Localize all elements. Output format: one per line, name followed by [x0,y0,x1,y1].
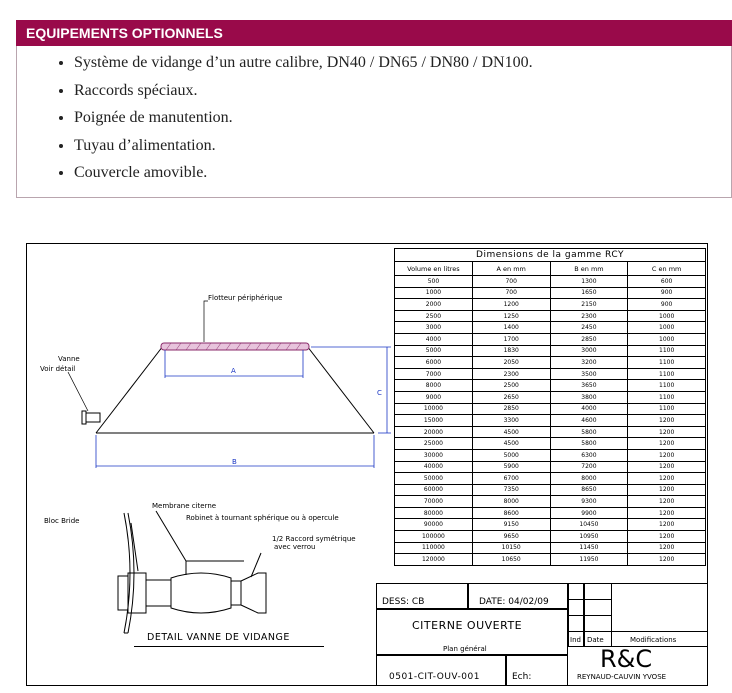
table-cell: 90000 [395,519,473,531]
table-cell: 9000 [395,391,473,403]
table-row [395,415,706,427]
label-bloc-bride: Bloc Bride [44,517,80,525]
list-item: • Système de vidange d’un autre calibre, DN40 / DN65 / DN80 / DN100. [74,51,533,79]
table-cell: 1200 [628,507,706,519]
table-row [395,473,706,485]
table-row [395,554,706,566]
table-header: B en mm [550,262,628,276]
table-cell: 3800 [550,391,628,403]
table-row [395,322,706,334]
table-cell: 1700 [472,333,550,345]
table-cell: 9900 [550,507,628,519]
table-cell: 3650 [550,380,628,392]
table-cell: 1830 [472,345,550,357]
table-cell: 4000 [550,403,628,415]
table-cell: 5800 [550,438,628,450]
table-cell: 120000 [395,554,473,566]
table-cell: 2500 [472,380,550,392]
table-cell: 1000 [628,310,706,322]
table-row [395,484,706,496]
table-cell: 3000 [550,345,628,357]
table-cell: 1250 [472,310,550,322]
table-cell: 5000 [395,345,473,357]
label-dim-a: A [231,367,236,375]
table-cell: 10150 [472,542,550,554]
table-cell: 1000 [628,322,706,334]
table-row [395,333,706,345]
table-cell: 1200 [472,299,550,311]
table-cell: 8650 [550,484,628,496]
table-cell: 1200 [628,461,706,473]
table-row [395,496,706,508]
table-cell: 7200 [550,461,628,473]
table-cell: 2300 [550,310,628,322]
table-cell: 2050 [472,357,550,369]
list-item: • Raccords spéciaux. [74,79,533,107]
table-cell: 10950 [550,531,628,543]
table-cell: 500 [395,276,473,288]
table-cell: 1100 [628,391,706,403]
tb-date: DATE: 04/02/09 [479,597,549,607]
table-cell: 5800 [550,426,628,438]
table-cell: 3300 [472,415,550,427]
label-dim-c: C [377,389,382,397]
table-cell: 4600 [550,415,628,427]
table-cell: 2650 [472,391,550,403]
table-cell: 7000 [395,368,473,380]
table-cell: 1400 [472,322,550,334]
table-cell: 50000 [395,473,473,485]
table-cell: 1200 [628,519,706,531]
table-body [395,276,706,566]
table-cell: 3200 [550,357,628,369]
table-cell: 7350 [472,484,550,496]
tb-ref: 0501-CIT-OUV-001 [389,672,480,682]
table-cell: 80000 [395,507,473,519]
tb-ech: Ech: [512,672,532,682]
table-cell: 6300 [550,449,628,461]
label-voir-detail: Voir détail [40,365,76,373]
table-cell: 40000 [395,461,473,473]
table-cell: 15000 [395,415,473,427]
table-row [395,345,706,357]
list-item: • Tuyau d’alimentation. [74,134,533,162]
table-cell: 8000 [472,496,550,508]
table-row [395,391,706,403]
table-row [395,531,706,543]
table-cell: 4500 [472,438,550,450]
table-cell: 1000 [628,333,706,345]
table-row [395,310,706,322]
table-cell: 4500 [472,426,550,438]
table-cell: 8000 [550,473,628,485]
table-cell: 8000 [395,380,473,392]
table-cell: 2850 [472,403,550,415]
table-cell: 1200 [628,531,706,543]
table-cell: 700 [472,276,550,288]
table-row [395,403,706,415]
label-verrou: avec verrou [274,543,316,551]
table-cell: 1200 [628,426,706,438]
table-cell: 10000 [395,403,473,415]
table-cell: 1200 [628,496,706,508]
table-cell: 6000 [395,357,473,369]
table-cell: 900 [628,287,706,299]
table-caption: Dimensions de la gamme RCY [395,249,706,262]
table-cell: 1100 [628,368,706,380]
label-robinet: Robinet à tournant sphérique ou à opercule [186,514,339,522]
table-cell: 3500 [550,368,628,380]
detail-title: DETAIL VANNE DE VIDANGE [147,632,290,643]
tb-dess: DESS: CB [382,597,425,607]
table-cell: 2450 [550,322,628,334]
table-cell: 2300 [472,368,550,380]
table-row [395,461,706,473]
company-logo: R&C [600,645,653,673]
detail-underline [134,646,324,647]
tb-date-col: Date [587,636,604,644]
table-cell: 8600 [472,507,550,519]
table-row [395,519,706,531]
table-cell: 1200 [628,542,706,554]
table-cell: 70000 [395,496,473,508]
table-cell: 1200 [628,415,706,427]
table-cell: 5000 [472,449,550,461]
table-row [395,438,706,450]
tb-title: CITERNE OUVERTE [412,619,523,632]
tb-rule [568,615,612,616]
label-flotteur: Flotteur périphérique [208,294,283,302]
table-cell: 1100 [628,345,706,357]
table-cell: 6700 [472,473,550,485]
table-cell: 20000 [395,426,473,438]
table-cell: 5900 [472,461,550,473]
table-cell: 25000 [395,438,473,450]
table-cell: 10650 [472,554,550,566]
table-cell: 1200 [628,449,706,461]
tb-subtitle: Plan général [443,645,487,653]
table-cell: 60000 [395,484,473,496]
table-cell: 9150 [472,519,550,531]
tb-company: REYNAUD-CAUVIN YVOSE [577,673,667,681]
table-row [395,357,706,369]
table-cell: 900 [628,299,706,311]
table-cell: 4000 [395,333,473,345]
table-row [395,276,706,288]
label-raccord: 1/2 Raccord symétrique [272,535,356,543]
table-cell: 3000 [395,322,473,334]
section-title: EQUIPEMENTS OPTIONNELS [16,20,732,46]
table-header: A en mm [472,262,550,276]
table-cell: 1100 [628,357,706,369]
table-row [395,542,706,554]
table-cell: 11950 [550,554,628,566]
table-cell: 11450 [550,542,628,554]
label-membrane: Membrane citerne [152,502,217,510]
table-cell: 30000 [395,449,473,461]
table-cell: 1650 [550,287,628,299]
table-cell: 2000 [395,299,473,311]
list-item: • Poignée de manutention. [74,106,533,134]
table-cell: 10450 [550,519,628,531]
table-cell: 2150 [550,299,628,311]
list-item: • Couvercle amovible. [74,161,533,189]
table-cell: 9300 [550,496,628,508]
table-row [395,368,706,380]
table-header: Volume en litres [395,262,473,276]
tb-rule [568,599,612,600]
table-row [395,287,706,299]
table-cell: 100000 [395,531,473,543]
table-cell: 9650 [472,531,550,543]
tank-drawing [26,243,396,663]
table-cell: 1100 [628,380,706,392]
table-cell: 1000 [395,287,473,299]
table-row [395,426,706,438]
table-cell: 110000 [395,542,473,554]
table-cell: 600 [628,276,706,288]
table-cell: 1100 [628,403,706,415]
options-list [44,51,533,189]
table-cell: 1200 [628,438,706,450]
label-dim-b: B [232,458,237,466]
table-cell: 1300 [550,276,628,288]
table-row [395,449,706,461]
table-header: C en mm [628,262,706,276]
table-cell: 1200 [628,484,706,496]
dimensions-table [394,248,706,566]
table-cell: 700 [472,287,550,299]
table-cell: 2500 [395,310,473,322]
table-cell: 1200 [628,473,706,485]
tb-ind: Ind [570,636,581,644]
table-cell: 2850 [550,333,628,345]
table-cell: 1200 [628,554,706,566]
table-row [395,299,706,311]
table-row [395,380,706,392]
table-row [395,507,706,519]
tb-modifications: Modifications [630,636,677,644]
label-vanne: Vanne [58,355,80,363]
